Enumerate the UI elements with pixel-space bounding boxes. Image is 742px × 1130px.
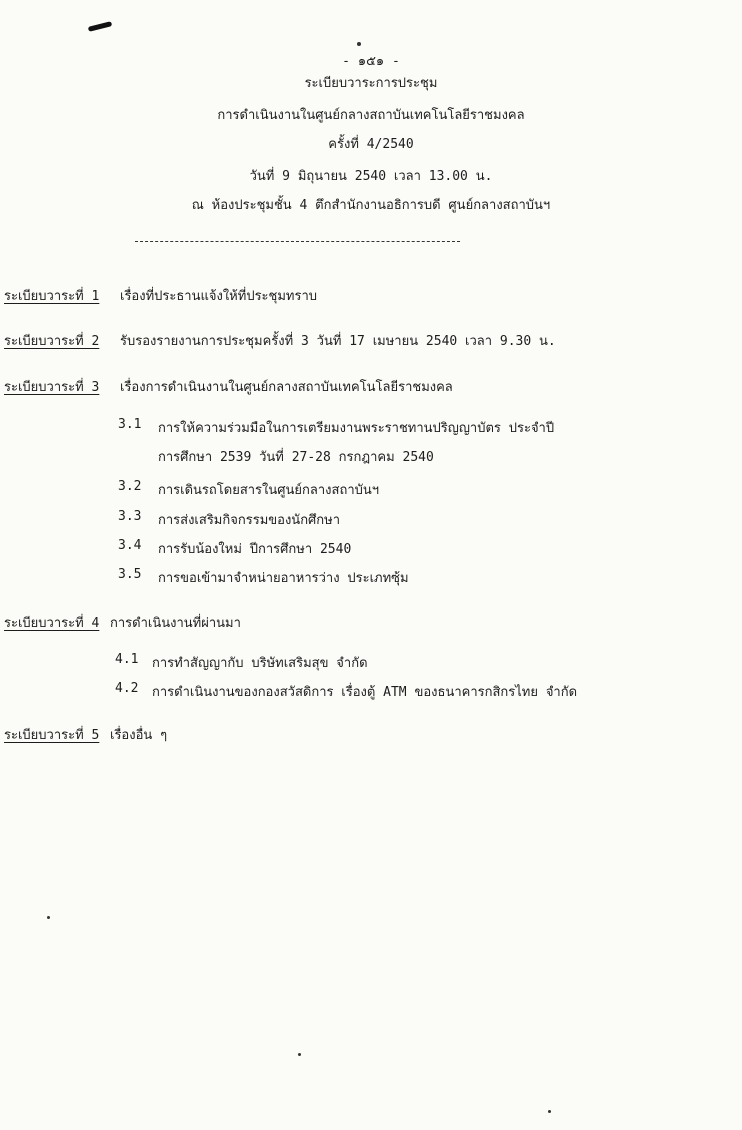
organization-line: การดำเนินงานในศูนย์กลางสถาบันเทคโนโลยีราชมงคล bbox=[217, 108, 525, 123]
agenda-title: รับรองรายงานการประชุมครั้งที่ 3 วันที่ 17 เมษายน 2540 เวลา 9.30 น. bbox=[120, 334, 556, 349]
agenda-title: เรื่องที่ประธานแจ้งให้ที่ประชุมทราบ bbox=[120, 289, 318, 304]
page-number: - ๑๕๑ - bbox=[342, 54, 400, 69]
ink-speck bbox=[357, 42, 361, 46]
pen-stroke-mark bbox=[88, 21, 112, 32]
sub-item-number: 4.2 bbox=[115, 681, 139, 696]
meeting-venue: ณ ห้องประชุมชั้น 4 ตึกสำนักงานอธิการบดี ศูนย์กลางสถาบันฯ bbox=[191, 198, 551, 213]
agenda-title: การดำเนินงานที่ผ่านมา bbox=[110, 616, 241, 631]
agenda-label: ระเบียบวาระที่ 1 bbox=[4, 289, 100, 304]
ink-speck bbox=[47, 916, 50, 919]
agenda-label: ระเบียบวาระที่ 2 bbox=[4, 334, 100, 349]
ink-speck bbox=[298, 1053, 301, 1056]
sub-item-number: 3.3 bbox=[118, 509, 142, 524]
sub-item-text: การส่งเสริมกิจกรรมของนักศึกษา bbox=[158, 513, 341, 528]
sub-item-number: 4.1 bbox=[115, 652, 139, 667]
agenda-label: ระเบียบวาระที่ 4 bbox=[4, 616, 100, 631]
sub-item-text: การให้ความร่วมมือในการเตรียมงานพระราชทานปริญญาบัตร ประจำปี bbox=[158, 421, 555, 436]
document-title: ระเบียบวาระการประชุม bbox=[304, 76, 438, 91]
sub-item-text: การทำสัญญากับ บริษัทเสริมสุข จำกัด bbox=[152, 656, 368, 671]
sub-item-text: การขอเข้ามาจำหน่ายอาหารว่าง ประเภทซุ้ม bbox=[158, 571, 409, 586]
sub-item-text: การรับน้องใหม่ ปีการศึกษา 2540 bbox=[158, 542, 352, 557]
sub-item-number: 3.5 bbox=[118, 567, 142, 582]
sub-item-number: 3.2 bbox=[118, 479, 142, 494]
sub-item-number: 3.1 bbox=[118, 417, 142, 432]
agenda-label: ระเบียบวาระที่ 5 bbox=[4, 728, 100, 743]
header-divider bbox=[135, 241, 460, 242]
sub-item-number: 3.4 bbox=[118, 538, 142, 553]
sub-item-continuation: การศึกษา 2539 วันที่ 27-28 กรกฎาคม 2540 bbox=[158, 450, 434, 465]
agenda-title: เรื่องอื่น ๆ bbox=[110, 728, 168, 743]
agenda-title: เรื่องการดำเนินงานในศูนย์กลางสถาบันเทคโนโลยีราชมงคล bbox=[120, 380, 453, 395]
meeting-datetime: วันที่ 9 มิถุนายน 2540 เวลา 13.00 น. bbox=[249, 169, 493, 184]
ink-speck bbox=[548, 1110, 551, 1113]
meeting-number: ครั้งที่ 4/2540 bbox=[328, 137, 414, 152]
sub-item-text: การเดินรถโดยสารในศูนย์กลางสถาบันฯ bbox=[158, 483, 380, 498]
sub-item-text: การดำเนินงานของกองสวัสดิการ เรื่องตู้ ATM ของธนาคารกสิกรไทย จำกัด bbox=[152, 685, 578, 700]
agenda-label: ระเบียบวาระที่ 3 bbox=[4, 380, 100, 395]
